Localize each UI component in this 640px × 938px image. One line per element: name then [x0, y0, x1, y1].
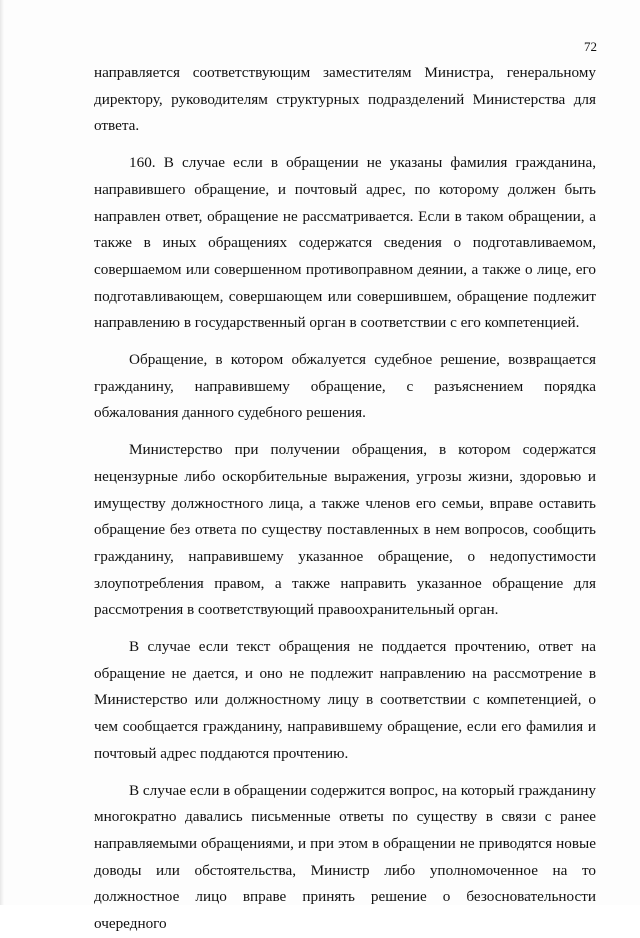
paragraph-unreadable-text: В случае если текст обращения не поддается прочтению, ответ на обращение не дается, и оно не подлежит направлению на рассмотрение в Министерство или должностному лицу в соответствии с компетенцией, о чем сообщается гражданину, направившему обращение, если его фамилия и почтовый адрес поддаются прочтению.: [94, 638, 596, 762]
paragraph-continuation: направляется соответствующим заместителям Министра, генеральному директору, руководителям структурных подразделений Министерства для ответа.: [94, 64, 596, 135]
paragraph-obscene-content: Министерство при получении обращения, в котором содержатся нецензурные либо оскорбительные выражения, угрозы жизни, здоровью и имуществу должностного лица, а также членов его семьи, вправе оставить обращение без ответа по существу поставленных в нем вопросов, сообщить гражданину, направившему указанное обращение, о недопустимости злоупотребления правом, а также направить указанное обращение для рассмотрения в соответствующий правоохранительный орган.: [94, 441, 596, 619]
document-body: [94, 60, 596, 938]
scan-edge-shadow: [0, 0, 4, 905]
page-number: 72: [584, 39, 597, 54]
paragraph-item-160: 160. В случае если в обращении не указаны фамилия гражданина, направившего обращение, и почтовый адрес, по которому должен быть направлен ответ, обращение не рассматривается. Если в таком обращении, а также в иных обращениях содержатся сведения о подготавливаемом, совершаемом или совершенном противоправном деянии, а также о лице, его подготавливающем, совершающем или совершившем, обращение подлежит направлению в государственный орган в соответствии с его компетенцией.: [94, 154, 596, 332]
paragraph-court-decision: Обращение, в котором обжалуется судебное решение, возвращается гражданину, направившему обращение, с разъяснением порядка обжалования данного судебного решения.: [94, 351, 596, 422]
paragraph-repeated-appeal: В случае если в обращении содержится вопрос, на который гражданину многократно давались письменные ответы по существу в связи с ранее направляемыми обращениями, и при этом в обращении не приводятся новые доводы или обстоятельства, Министр либо уполномоченное на то должностное лицо вправе принять решение о безосновательности очередного: [94, 781, 596, 933]
